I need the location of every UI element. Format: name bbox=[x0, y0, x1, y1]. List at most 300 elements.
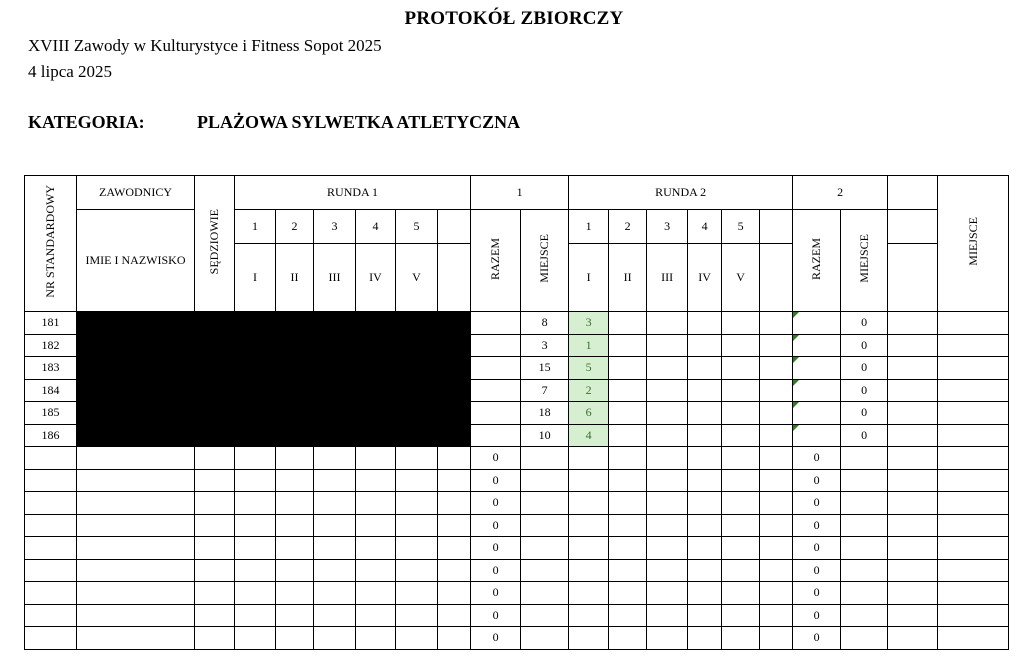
round1-score-cell bbox=[235, 627, 276, 650]
judge2-num-5: 5 bbox=[722, 210, 760, 244]
round1-score-cell bbox=[396, 559, 438, 582]
round2-score-cell bbox=[688, 357, 722, 380]
nr-cell: 184 bbox=[25, 379, 77, 402]
place1-cell bbox=[521, 514, 569, 537]
place1-cell bbox=[521, 627, 569, 650]
round2-blank-cell bbox=[760, 537, 793, 560]
round2-score-cell bbox=[722, 582, 760, 605]
round2-blank-cell bbox=[760, 627, 793, 650]
round1-header: RUNDA 1 bbox=[235, 176, 471, 210]
round1-score-cell bbox=[235, 582, 276, 605]
round1-score-cell bbox=[276, 447, 314, 470]
sum2-cell: 0 bbox=[793, 492, 841, 515]
table-row bbox=[25, 469, 1009, 492]
place1-cell bbox=[521, 492, 569, 515]
final-place-cell bbox=[938, 514, 1009, 537]
place2-header: MIEJSCE bbox=[841, 210, 888, 312]
round2-blank-cell bbox=[793, 334, 841, 357]
sum2-cell: 0 bbox=[793, 514, 841, 537]
round1-score-cell bbox=[235, 492, 276, 515]
round2-score-cell bbox=[569, 447, 609, 470]
round2-score-cell bbox=[688, 379, 722, 402]
sum1-cell: 0 bbox=[471, 604, 521, 627]
place1-cell: 6 bbox=[569, 402, 609, 425]
judge2-num-1: 1 bbox=[569, 210, 609, 244]
round2-score-cell bbox=[688, 582, 722, 605]
round1-score-cell bbox=[356, 582, 396, 605]
name-cell bbox=[77, 469, 195, 492]
sum2-cell: 0 bbox=[793, 559, 841, 582]
round2-blank-cell bbox=[760, 604, 793, 627]
judges-cell bbox=[195, 627, 235, 650]
extra-cell bbox=[888, 537, 938, 560]
round2-score-cell bbox=[609, 627, 647, 650]
round2-blank-cell bbox=[793, 402, 841, 425]
table-row bbox=[25, 492, 1009, 515]
round2-score-cell bbox=[722, 469, 760, 492]
round1-blank-cell bbox=[438, 514, 471, 537]
sum2-cell: 0 bbox=[793, 537, 841, 560]
round1-blank-cell bbox=[438, 604, 471, 627]
nr-cell: 186 bbox=[25, 424, 77, 447]
final-place-cell bbox=[938, 447, 1009, 470]
round2-blank-cell bbox=[760, 582, 793, 605]
round1-score-cell bbox=[356, 559, 396, 582]
round1-score-cell bbox=[235, 604, 276, 627]
place1-cell: 3 bbox=[569, 312, 609, 335]
nr-cell: 185 bbox=[25, 402, 77, 425]
round2-score-cell bbox=[647, 312, 688, 335]
round2-blank-cell bbox=[760, 559, 793, 582]
sum1-cell: 0 bbox=[471, 559, 521, 582]
table-row bbox=[25, 582, 1009, 605]
nr-cell: 181 bbox=[25, 312, 77, 335]
round2-score-cell bbox=[609, 357, 647, 380]
final-place-header: MIEJSCE bbox=[938, 176, 1009, 312]
judge-roman-5: V bbox=[396, 244, 438, 312]
round2-score-cell bbox=[722, 379, 760, 402]
place1-cell bbox=[521, 604, 569, 627]
sum2-cell: 0 bbox=[841, 334, 888, 357]
place2-cell bbox=[841, 469, 888, 492]
event-date: 4 lipca 2025 bbox=[28, 62, 113, 81]
round2-score-cell bbox=[722, 537, 760, 560]
nr-header: NR STANDARDOWY bbox=[25, 176, 77, 312]
judge-num-2: 2 bbox=[276, 210, 314, 244]
sum1-cell: 10 bbox=[521, 424, 569, 447]
round1-score-cell bbox=[314, 559, 356, 582]
round2-score-cell bbox=[647, 604, 688, 627]
round2-score-cell bbox=[760, 312, 793, 335]
table-row bbox=[25, 537, 1009, 560]
place2-cell bbox=[888, 334, 938, 357]
round2-score-cell bbox=[569, 469, 609, 492]
round2-score-cell bbox=[647, 469, 688, 492]
nr-cell bbox=[25, 559, 77, 582]
round1-blank-cell bbox=[438, 627, 471, 650]
sum2-cell: 0 bbox=[793, 469, 841, 492]
sum1-cell: 7 bbox=[521, 379, 569, 402]
final-place-cell bbox=[938, 492, 1009, 515]
extra-cell bbox=[888, 514, 938, 537]
sum2-cell: 0 bbox=[841, 357, 888, 380]
sum1-cell: 0 bbox=[471, 447, 521, 470]
nr-cell: 183 bbox=[25, 357, 77, 380]
round1-score-cell bbox=[396, 492, 438, 515]
round1-score-cell bbox=[314, 514, 356, 537]
judge-num-blank bbox=[438, 210, 471, 244]
nr-cell bbox=[25, 604, 77, 627]
round1-score-cell bbox=[276, 604, 314, 627]
place2-cell bbox=[888, 312, 938, 335]
sum2-cell: 0 bbox=[841, 312, 888, 335]
round2-score-cell bbox=[569, 582, 609, 605]
round1-score-cell bbox=[276, 514, 314, 537]
final-place-cell bbox=[938, 604, 1009, 627]
round1-score-cell bbox=[314, 604, 356, 627]
round1-score-cell bbox=[356, 627, 396, 650]
place2-cell bbox=[841, 604, 888, 627]
judge2-num-2: 2 bbox=[609, 210, 647, 244]
round2-score-cell bbox=[722, 604, 760, 627]
round2-score-cell bbox=[609, 559, 647, 582]
place1-cell: 5 bbox=[569, 357, 609, 380]
page-title: PROTOKÓŁ ZBIORCZY bbox=[404, 8, 624, 29]
round2-score-cell bbox=[760, 357, 793, 380]
round2-blank-cell bbox=[793, 357, 841, 380]
round2-score-cell bbox=[609, 469, 647, 492]
table-row bbox=[25, 604, 1009, 627]
place2-cell bbox=[888, 402, 938, 425]
round1-score-cell bbox=[314, 447, 356, 470]
round1-score-cell bbox=[276, 582, 314, 605]
sum1-cell: 15 bbox=[521, 357, 569, 380]
round2-score-cell bbox=[647, 379, 688, 402]
sum1-cell: 0 bbox=[471, 492, 521, 515]
nr-cell bbox=[25, 492, 77, 515]
round2-blank-cell bbox=[760, 447, 793, 470]
round2-score-cell bbox=[647, 334, 688, 357]
round1-blank-cell bbox=[438, 582, 471, 605]
round2-score-cell bbox=[609, 334, 647, 357]
round2-score-cell bbox=[647, 492, 688, 515]
round1-blank-cell bbox=[438, 469, 471, 492]
round1-score-cell bbox=[276, 469, 314, 492]
place1-cell: 2 bbox=[569, 379, 609, 402]
round2-score-cell bbox=[688, 514, 722, 537]
sum2-cell: 0 bbox=[793, 604, 841, 627]
round1-blank-cell bbox=[471, 424, 521, 447]
round2-score-cell bbox=[688, 492, 722, 515]
round2-score-cell bbox=[722, 514, 760, 537]
round1-score-cell bbox=[276, 559, 314, 582]
round2-score-cell bbox=[647, 402, 688, 425]
sum2-cell: 0 bbox=[841, 424, 888, 447]
round2-score-cell bbox=[722, 334, 760, 357]
round2-score-cell bbox=[609, 514, 647, 537]
name-cell bbox=[77, 582, 195, 605]
final-place-cell bbox=[938, 582, 1009, 605]
round1-blank-cell bbox=[438, 447, 471, 470]
sum2-cell: 0 bbox=[841, 402, 888, 425]
nr-cell bbox=[25, 514, 77, 537]
round2-score-cell bbox=[722, 627, 760, 650]
round1-score-cell bbox=[235, 469, 276, 492]
place2-cell bbox=[888, 379, 938, 402]
round1-score-cell bbox=[396, 514, 438, 537]
extra-cell bbox=[888, 447, 938, 470]
round2-score-cell bbox=[722, 492, 760, 515]
round2-score-cell bbox=[647, 357, 688, 380]
round2-score-cell bbox=[569, 492, 609, 515]
round2-score-cell bbox=[609, 424, 647, 447]
name-cell bbox=[77, 627, 195, 650]
competitors-header: ZAWODNICY bbox=[77, 176, 195, 210]
round2-score-cell bbox=[722, 559, 760, 582]
judge-roman-2: II bbox=[276, 244, 314, 312]
judges-cell bbox=[195, 469, 235, 492]
event-name: XVIII Zawody w Kulturystyce i Fitness Sopot 2025 bbox=[28, 36, 382, 55]
extra-sub-header-2 bbox=[888, 244, 938, 312]
extra-cell bbox=[888, 559, 938, 582]
round1-score-cell bbox=[314, 627, 356, 650]
sum1-cell: 0 bbox=[471, 514, 521, 537]
sum1-cell: 18 bbox=[521, 402, 569, 425]
round2-total-header: 2 bbox=[793, 176, 888, 210]
round2-score-cell bbox=[688, 447, 722, 470]
round2-score-cell bbox=[760, 379, 793, 402]
judges-cell bbox=[195, 492, 235, 515]
round2-blank-cell bbox=[793, 312, 841, 335]
sum1-cell: 0 bbox=[471, 627, 521, 650]
round2-score-cell bbox=[569, 604, 609, 627]
extra-cell bbox=[938, 312, 1009, 335]
round2-blank-cell bbox=[760, 469, 793, 492]
round1-score-cell bbox=[276, 537, 314, 560]
round2-score-cell bbox=[688, 627, 722, 650]
extra-cell bbox=[888, 604, 938, 627]
round1-blank-cell bbox=[438, 559, 471, 582]
place2-cell bbox=[841, 537, 888, 560]
round1-total-header: 1 bbox=[471, 176, 569, 210]
name-header: IMIE I NAZWISKO bbox=[77, 210, 195, 312]
round2-blank-cell bbox=[760, 514, 793, 537]
round1-score-cell bbox=[314, 537, 356, 560]
round2-score-cell bbox=[609, 312, 647, 335]
judge-num-1: 1 bbox=[235, 210, 276, 244]
nr-cell: 182 bbox=[25, 334, 77, 357]
round1-score-cell bbox=[314, 582, 356, 605]
sum1-header: RAZEM bbox=[471, 210, 521, 312]
sum1-cell: 0 bbox=[471, 582, 521, 605]
judge-roman-blank bbox=[438, 244, 471, 312]
round2-score-cell bbox=[760, 402, 793, 425]
round2-score-cell bbox=[647, 627, 688, 650]
round1-blank-cell bbox=[471, 334, 521, 357]
sum2-header: RAZEM bbox=[793, 210, 841, 312]
table-row bbox=[25, 447, 1009, 470]
round1-score-cell bbox=[356, 514, 396, 537]
name-cell bbox=[77, 514, 195, 537]
round1-score-cell bbox=[235, 514, 276, 537]
place1-cell bbox=[521, 469, 569, 492]
nr-cell bbox=[25, 627, 77, 650]
extra-cell bbox=[938, 334, 1009, 357]
sum2-cell: 0 bbox=[793, 582, 841, 605]
judges-cell bbox=[195, 447, 235, 470]
table-row bbox=[25, 559, 1009, 582]
round2-score-cell bbox=[609, 492, 647, 515]
round1-score-cell bbox=[396, 537, 438, 560]
table-row bbox=[25, 514, 1009, 537]
round1-blank-cell bbox=[471, 379, 521, 402]
round2-score-cell bbox=[688, 604, 722, 627]
round2-score-cell bbox=[760, 424, 793, 447]
judge-num-5: 5 bbox=[396, 210, 438, 244]
judges-cell bbox=[195, 514, 235, 537]
place2-cell bbox=[841, 559, 888, 582]
judge-roman-1: I bbox=[235, 244, 276, 312]
extra-cell bbox=[938, 357, 1009, 380]
place1-cell: 4 bbox=[569, 424, 609, 447]
round1-blank-cell bbox=[471, 402, 521, 425]
name-cell bbox=[77, 559, 195, 582]
name-cell bbox=[77, 492, 195, 515]
extra-cell bbox=[938, 424, 1009, 447]
round2-score-cell bbox=[647, 537, 688, 560]
extra-cell bbox=[888, 627, 938, 650]
final-place-cell bbox=[938, 559, 1009, 582]
round2-blank-cell bbox=[793, 379, 841, 402]
round2-score-cell bbox=[647, 424, 688, 447]
nr-cell bbox=[25, 537, 77, 560]
extra-cell bbox=[888, 492, 938, 515]
round2-header: RUNDA 2 bbox=[569, 176, 793, 210]
place2-cell bbox=[888, 357, 938, 380]
round1-score-cell bbox=[396, 627, 438, 650]
final-place-cell bbox=[938, 627, 1009, 650]
round2-score-cell bbox=[609, 582, 647, 605]
judge2-roman-4: IV bbox=[688, 244, 722, 312]
extra-cell bbox=[888, 582, 938, 605]
sum2-cell: 0 bbox=[793, 447, 841, 470]
round1-blank-cell bbox=[438, 492, 471, 515]
round2-score-cell bbox=[722, 424, 760, 447]
judges-cell bbox=[195, 537, 235, 560]
nr-cell bbox=[25, 469, 77, 492]
name-cell bbox=[77, 604, 195, 627]
judges-header: SĘDZIOWIE bbox=[195, 176, 235, 312]
round1-score-cell bbox=[396, 582, 438, 605]
round2-score-cell bbox=[688, 312, 722, 335]
round2-score-cell bbox=[569, 537, 609, 560]
round2-score-cell bbox=[569, 627, 609, 650]
place1-header: MIEJSCE bbox=[521, 210, 569, 312]
extra-cell bbox=[938, 402, 1009, 425]
round2-score-cell bbox=[569, 514, 609, 537]
table-row bbox=[25, 312, 1009, 335]
round1-score-cell bbox=[356, 469, 396, 492]
sum1-cell: 3 bbox=[521, 334, 569, 357]
judge-num-3: 3 bbox=[314, 210, 356, 244]
judge2-roman-5: V bbox=[722, 244, 760, 312]
place1-cell bbox=[521, 447, 569, 470]
round2-score-cell bbox=[722, 402, 760, 425]
judge2-roman-2: II bbox=[609, 244, 647, 312]
place2-cell bbox=[841, 582, 888, 605]
judge-roman-4: IV bbox=[356, 244, 396, 312]
judge2-num-blank bbox=[760, 210, 793, 244]
extra-cell bbox=[888, 469, 938, 492]
round1-blank-cell bbox=[471, 357, 521, 380]
round2-score-cell bbox=[569, 559, 609, 582]
round1-score-cell bbox=[314, 492, 356, 515]
round2-score-cell bbox=[647, 514, 688, 537]
place2-cell bbox=[841, 627, 888, 650]
round2-score-cell bbox=[688, 334, 722, 357]
round2-score-cell bbox=[688, 402, 722, 425]
round2-score-cell bbox=[688, 559, 722, 582]
category-value: PLAŻOWA SYLWETKA ATLETYCZNA bbox=[197, 112, 521, 132]
name-cell bbox=[77, 447, 195, 470]
round1-blank-cell bbox=[471, 312, 521, 335]
final-place-cell bbox=[938, 469, 1009, 492]
round2-score-cell bbox=[609, 402, 647, 425]
place1-cell: 1 bbox=[569, 334, 609, 357]
round2-score-cell bbox=[722, 312, 760, 335]
place2-cell bbox=[841, 492, 888, 515]
redacted-block bbox=[77, 312, 471, 447]
round1-score-cell bbox=[314, 469, 356, 492]
final-place-cell bbox=[938, 537, 1009, 560]
nr-cell bbox=[25, 582, 77, 605]
results-table bbox=[24, 175, 1009, 650]
round1-score-cell bbox=[396, 469, 438, 492]
nr-cell bbox=[25, 447, 77, 470]
extra-sub-header bbox=[888, 210, 938, 244]
round1-score-cell bbox=[356, 447, 396, 470]
round2-score-cell bbox=[760, 334, 793, 357]
sum2-cell: 0 bbox=[841, 379, 888, 402]
round1-score-cell bbox=[356, 604, 396, 627]
extra-header bbox=[888, 176, 938, 210]
round2-score-cell bbox=[688, 537, 722, 560]
place1-cell bbox=[521, 582, 569, 605]
judge2-num-4: 4 bbox=[688, 210, 722, 244]
round2-score-cell bbox=[722, 447, 760, 470]
sum2-cell: 0 bbox=[793, 627, 841, 650]
round1-score-cell bbox=[356, 537, 396, 560]
category-label: KATEGORIA: bbox=[28, 112, 145, 132]
extra-cell bbox=[938, 379, 1009, 402]
sum1-cell: 0 bbox=[471, 537, 521, 560]
round2-score-cell bbox=[688, 424, 722, 447]
round1-score-cell bbox=[396, 604, 438, 627]
round2-score-cell bbox=[688, 469, 722, 492]
round2-score-cell bbox=[647, 559, 688, 582]
round2-score-cell bbox=[609, 447, 647, 470]
round2-score-cell bbox=[609, 604, 647, 627]
sum1-cell: 8 bbox=[521, 312, 569, 335]
round1-blank-cell bbox=[438, 537, 471, 560]
place1-cell bbox=[521, 559, 569, 582]
round1-score-cell bbox=[396, 447, 438, 470]
judge2-roman-3: III bbox=[647, 244, 688, 312]
round1-score-cell bbox=[235, 537, 276, 560]
judge2-roman-blank bbox=[760, 244, 793, 312]
judges-cell bbox=[195, 604, 235, 627]
round1-score-cell bbox=[276, 492, 314, 515]
